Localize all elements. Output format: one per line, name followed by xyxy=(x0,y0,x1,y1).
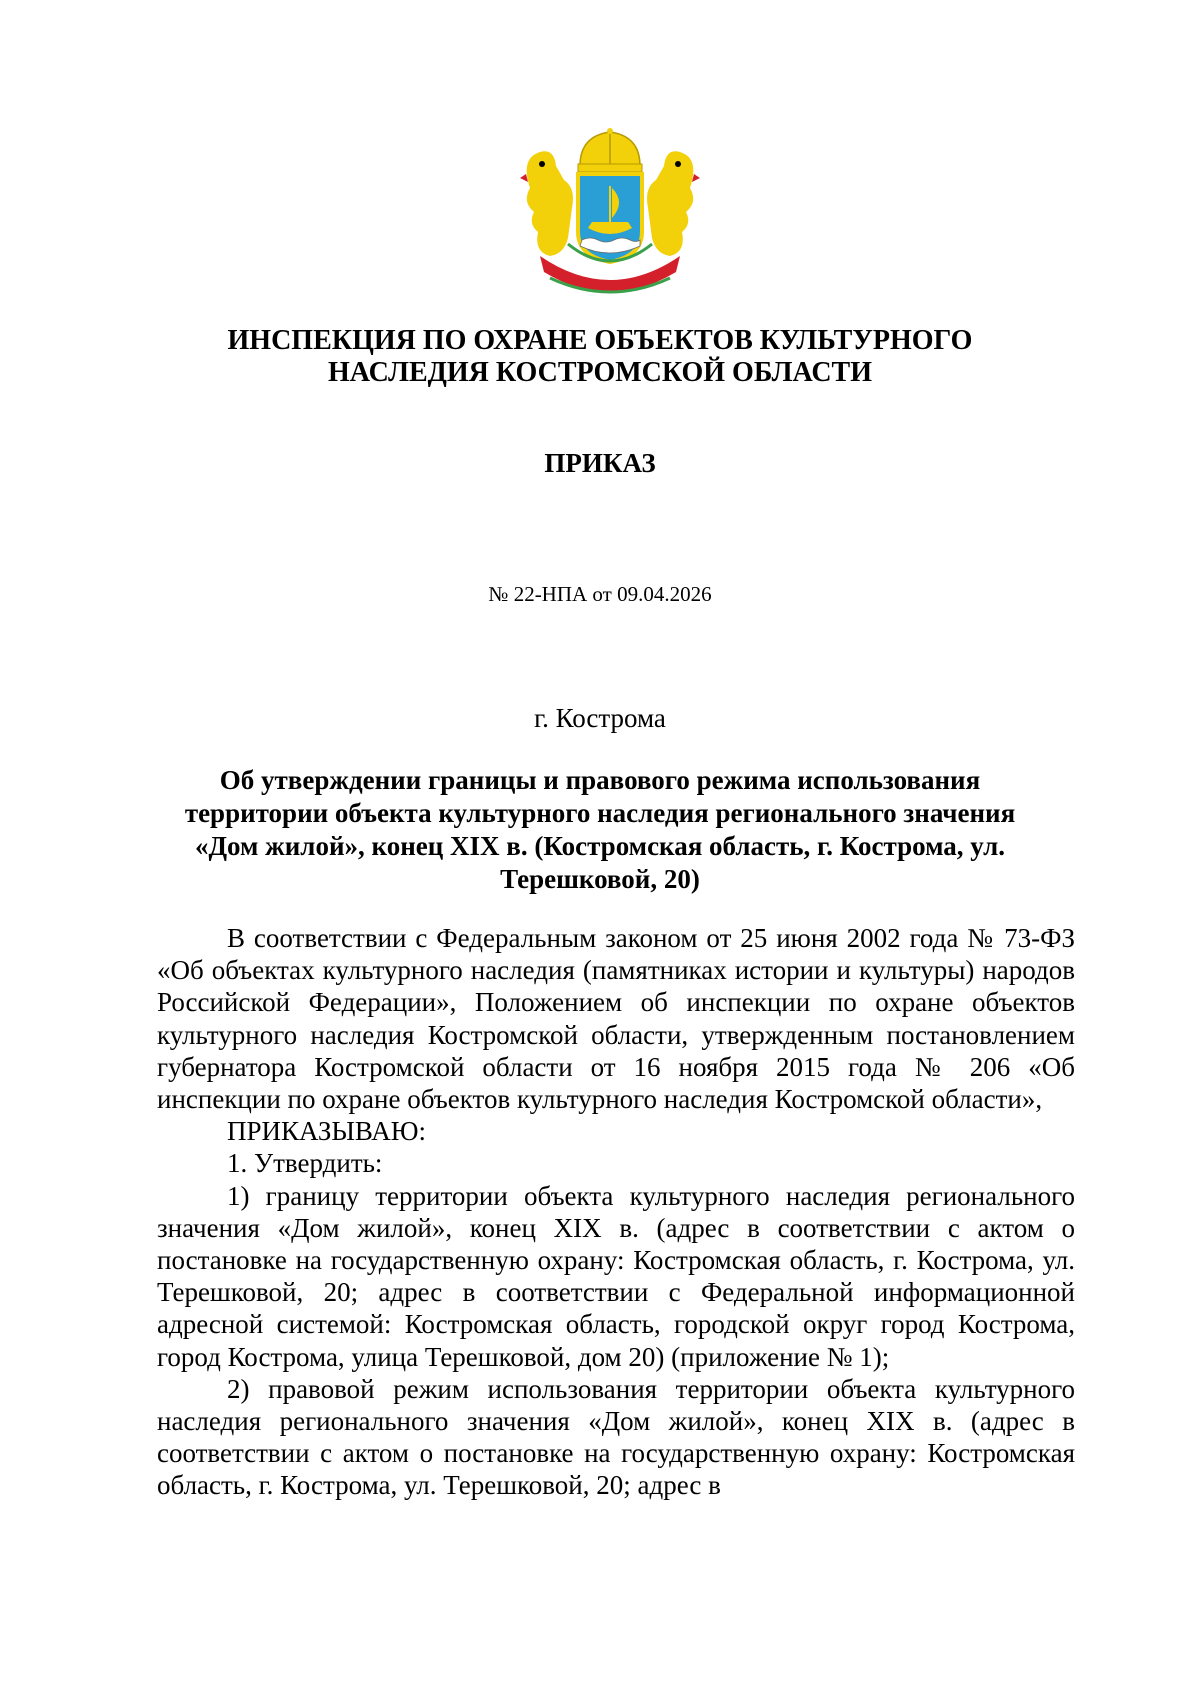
preamble-paragraph: В соответствии с Федеральным законом от 25 июня 2002 года № 73-ФЗ «Об объектах культурного наследия (памятниках истории и культуры) народов Российской Федерации», Положением об инспекции по охране объектов культурного наследия Костромской области, утвержденным постановлением губернатора Костромской области от 16 ноября 2015 года № 206 «Об инспекции по охране объектов культурного наследия Костромской области», xyxy=(157,923,1075,1115)
subject-line1: Об утверждении границы и правового режима использования xyxy=(219,765,981,795)
item-1: 1. Утвердить: xyxy=(227,1148,383,1179)
item-1-1: 1) границу территории объекта культурного наследия регионального значения «Дом жилой», конец XIX в. (адрес в соответствии с актом о постановке на государственную охрану: Костромская область, г. Кострома, ул. Терешковой, 20; адрес в соответствии с Федеральной информационной адресной системой: Костромская область, городской округ город Кострома, город Кострома, улица Терешковой, дом 20) (приложение № 1); xyxy=(157,1180,1075,1372)
order-word: ПРИКАЗЫВАЮ: xyxy=(227,1116,426,1147)
document-city: г. Кострома xyxy=(534,703,666,733)
subject-line2: территории объекта культурного наследия регионального значения xyxy=(184,798,1016,828)
organization-title-line2: НАСЛЕДИЯ КОСТРОМСКОЙ ОБЛАСТИ xyxy=(327,357,873,388)
document-number-date: № 22-НПА от 09.04.2026 xyxy=(488,582,712,606)
document-body xyxy=(157,922,1075,1502)
document-type: ПРИКАЗ xyxy=(544,448,656,478)
subject-line4: Терешковой, 20) xyxy=(500,864,700,894)
subject-line3: «Дом жилой», конец XIX в. (Костромская область, г. Кострома, ул. xyxy=(194,831,1006,861)
kostroma-oblast-coat-of-arms-icon xyxy=(520,128,700,294)
organization-title-line1: ИНСПЕКЦИЯ ПО ОХРАНЕ ОБЪЕКТОВ КУЛЬТУРНОГО xyxy=(227,325,973,356)
organization-title xyxy=(150,325,1050,389)
item-1-2: 2) правовой режим использования территории объекта культурного наследия регионального значения «Дом жилой», конец XIX в. (адрес в соответствии с актом о постановке на государственную охрану: Костромская область, г. Кострома, ул. Терешковой, 20; адрес в xyxy=(157,1373,1075,1501)
document-subject xyxy=(160,764,1040,896)
